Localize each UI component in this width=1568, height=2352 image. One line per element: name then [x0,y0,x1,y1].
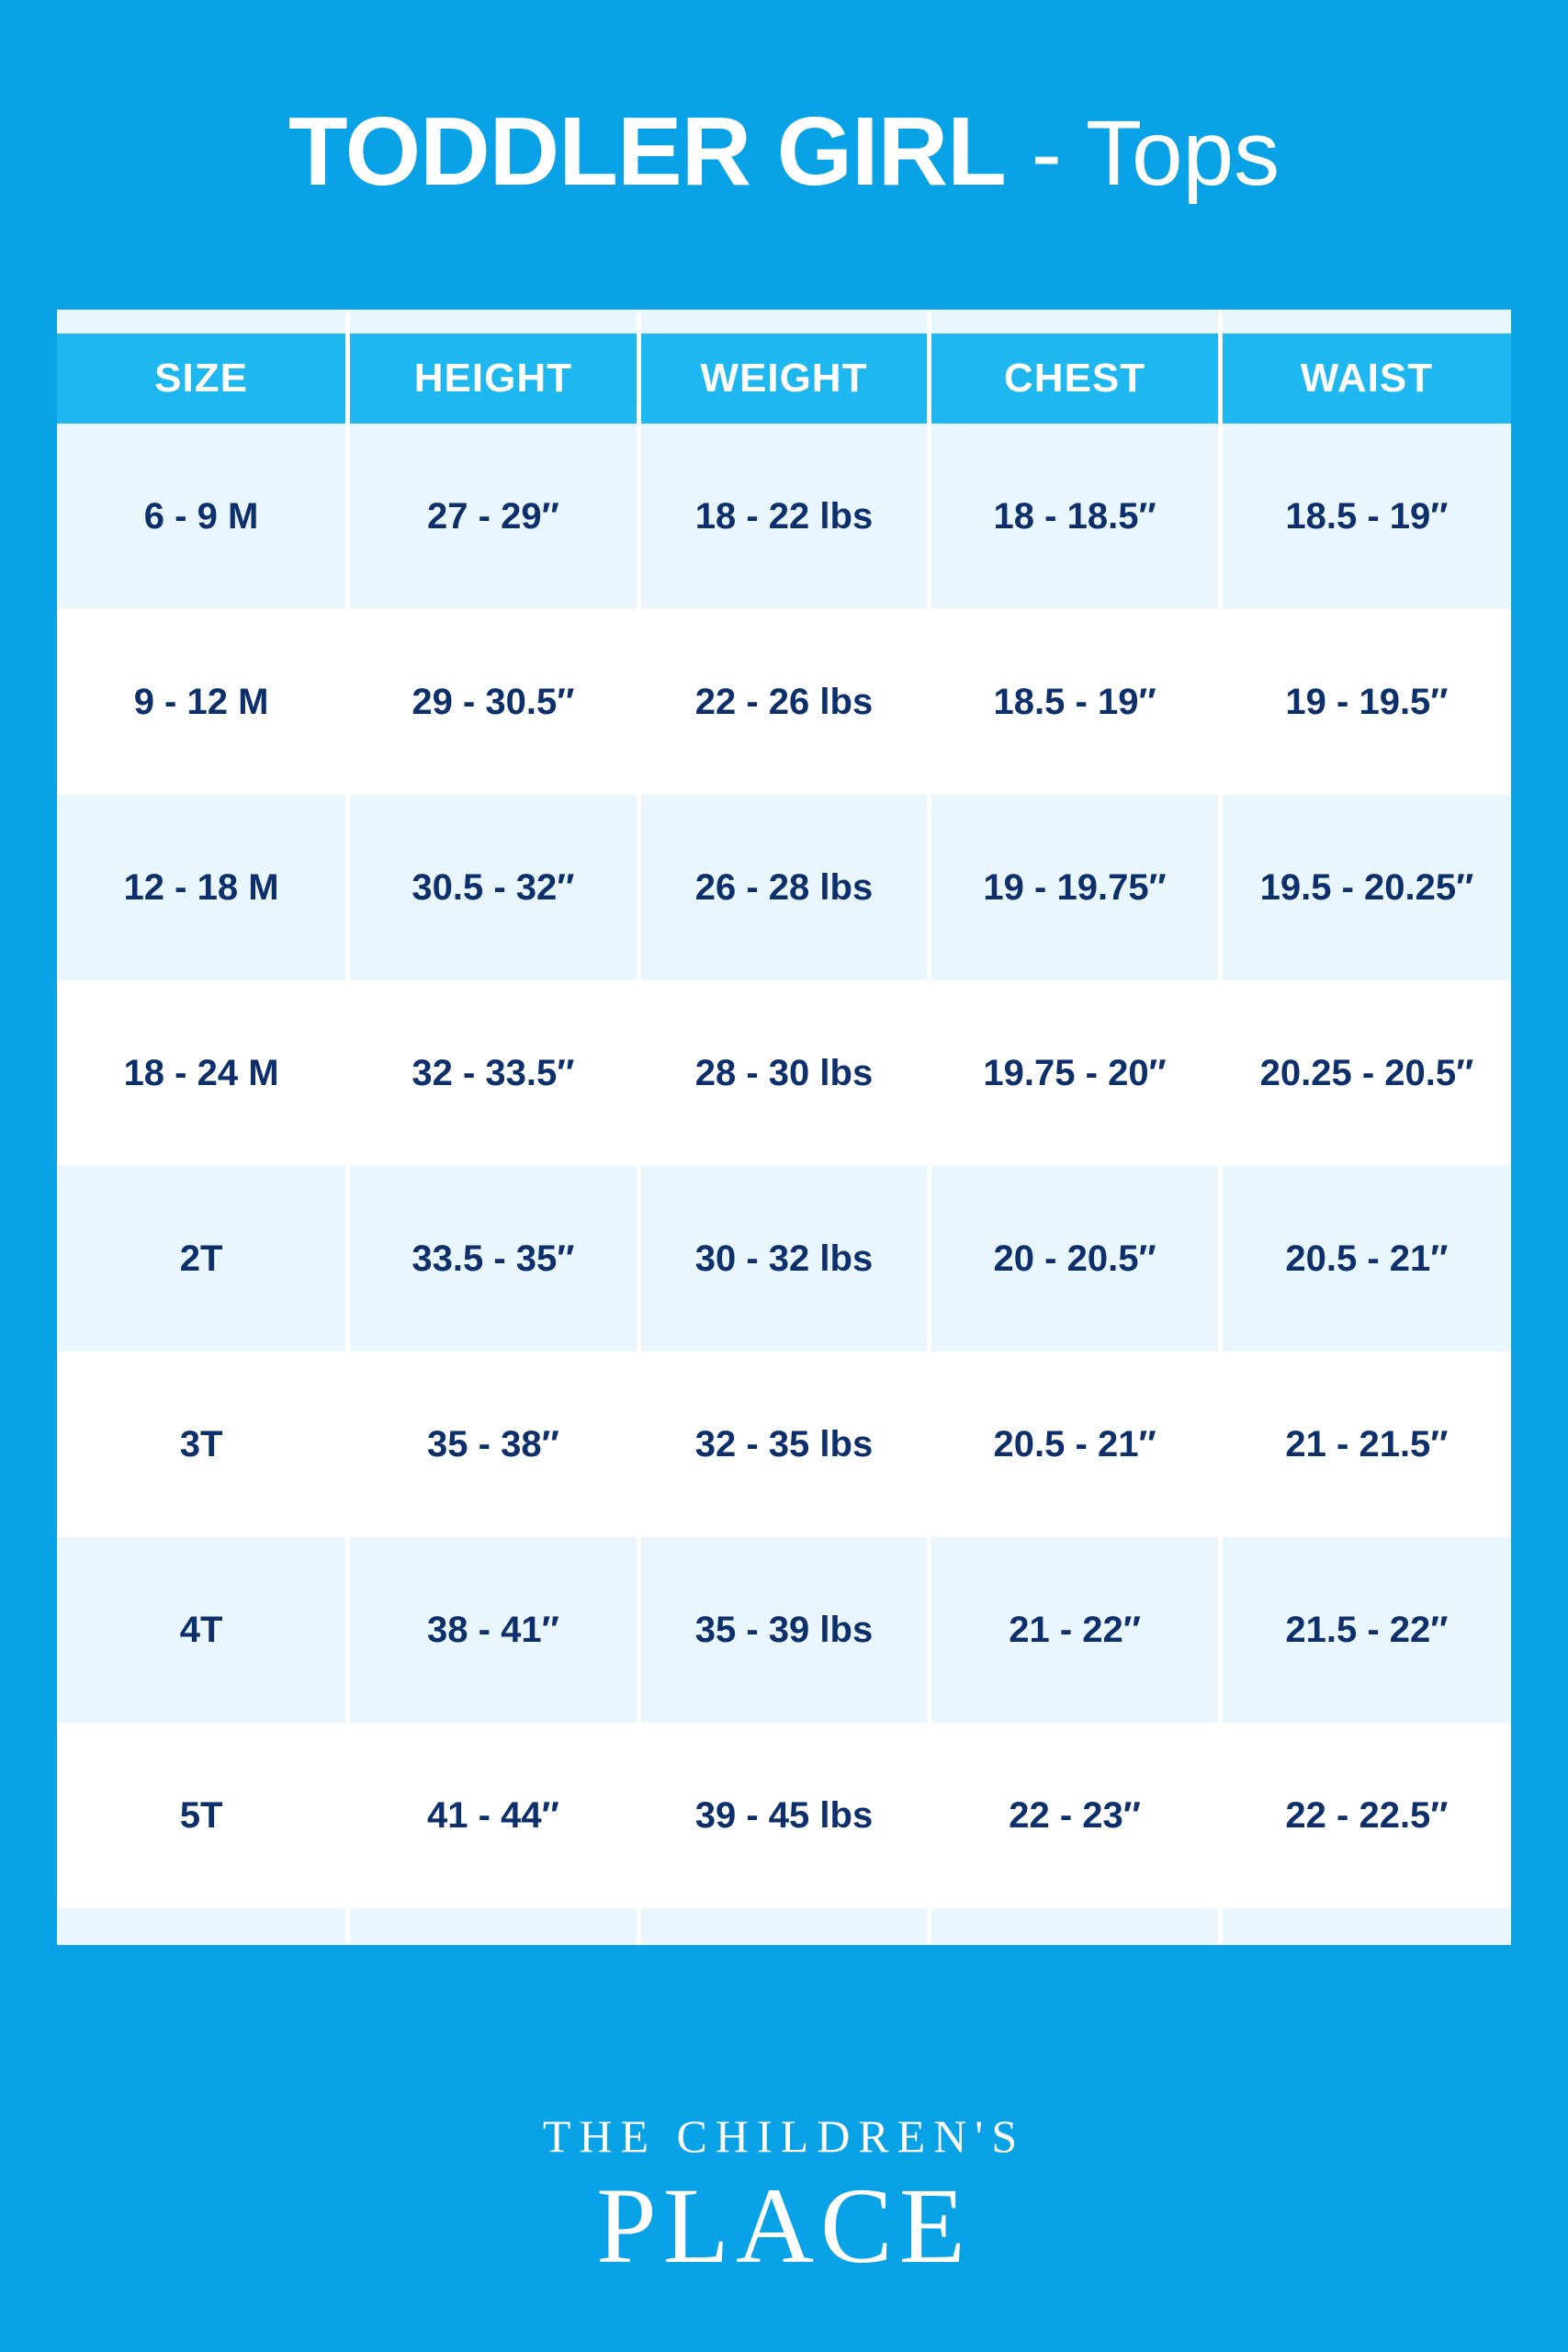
table-cell: 29 - 30.5″ [348,609,639,795]
table-cell: 2T [57,1166,348,1351]
table-row [57,795,1511,980]
table-cell: 3T [57,1351,348,1537]
column-header-weight: WEIGHT [638,334,930,424]
table-cell: 20.5 - 21″ [930,1351,1221,1537]
brand-logo [0,2109,1568,2286]
table-cell: 18.5 - 19″ [930,609,1221,795]
table-bottom-strip-cell [930,1908,1221,1945]
table-top-strip-cell [1220,310,1511,334]
table-cell: 4T [57,1537,348,1723]
table-cell: 21 - 22″ [930,1537,1221,1723]
size-table [57,310,1511,1945]
table-cell: 35 - 38″ [348,1351,639,1537]
table-cell: 6 - 9 M [57,424,348,609]
table-cell: 18 - 22 lbs [638,424,930,609]
brand-logo-line1: THE CHILDREN'S [542,2110,1026,2162]
table-cell: 38 - 41″ [348,1537,639,1723]
table-row [57,1351,1511,1537]
column-header-waist: WAIST [1220,334,1511,424]
table-cell: 5T [57,1723,348,1908]
table-row [57,609,1511,795]
table-row [57,1166,1511,1351]
table-cell: 9 - 12 M [57,609,348,795]
column-header-size: SIZE [57,334,348,424]
column-header-chest: CHEST [930,334,1221,424]
table-cell: 19 - 19.75″ [930,795,1221,980]
table-cell: 19 - 19.5″ [1220,609,1511,795]
table-cell: 32 - 35 lbs [638,1351,930,1537]
table-cell: 22 - 23″ [930,1723,1221,1908]
table-cell: 30.5 - 32″ [348,795,639,980]
table-cell: 22 - 26 lbs [638,609,930,795]
table-bottom-strip-cell [348,1908,639,1945]
table-cell: 20 - 20.5″ [930,1166,1221,1351]
table-cell: 18 - 24 M [57,980,348,1166]
size-table-wrapper [57,310,1511,1945]
table-row [57,1537,1511,1723]
table-cell: 30 - 32 lbs [638,1166,930,1351]
table-cell: 41 - 44″ [348,1723,639,1908]
table-bottom-strip-cell [638,1908,930,1945]
table-bottom-strip-cell [1220,1908,1511,1945]
table-cell: 27 - 29″ [348,424,639,609]
table-top-strip-cell [638,310,930,334]
table-bottom-strip-cell [57,1908,348,1945]
table-cell: 26 - 28 lbs [638,795,930,980]
table-cell: 28 - 30 lbs [638,980,930,1166]
page-title-bold: TODDLER GIRL [288,97,1006,206]
table-row [57,1723,1511,1908]
table-cell: 20.5 - 21″ [1220,1166,1511,1351]
table-top-strip-cell [930,310,1221,334]
table-cell: 19.5 - 20.25″ [1220,795,1511,980]
table-bottom-strip [57,1908,1511,1945]
table-cell: 35 - 39 lbs [638,1537,930,1723]
table-cell: 21 - 21.5″ [1220,1351,1511,1537]
table-cell: 19.75 - 20″ [930,980,1221,1166]
table-cell: 18 - 18.5″ [930,424,1221,609]
table-row [57,424,1511,609]
table-cell: 20.25 - 20.5″ [1220,980,1511,1166]
page-title-separator: - [1005,102,1086,205]
column-header-height: HEIGHT [348,334,639,424]
table-cell: 33.5 - 35″ [348,1166,639,1351]
table-cell: 21.5 - 22″ [1220,1537,1511,1723]
table-cell: 12 - 18 M [57,795,348,980]
table-top-strip-cell [57,310,348,334]
brand-logo-line2: PLACE [596,2165,972,2286]
table-row [57,980,1511,1166]
table-header-row [57,334,1511,424]
table-cell: 18.5 - 19″ [1220,424,1511,609]
table-top-strip-cell [348,310,639,334]
table-cell: 22 - 22.5″ [1220,1723,1511,1908]
table-cell: 39 - 45 lbs [638,1723,930,1908]
table-cell: 32 - 33.5″ [348,980,639,1166]
table-top-strip [57,310,1511,334]
page-title [0,0,1568,206]
page-title-light: Tops [1085,102,1280,205]
